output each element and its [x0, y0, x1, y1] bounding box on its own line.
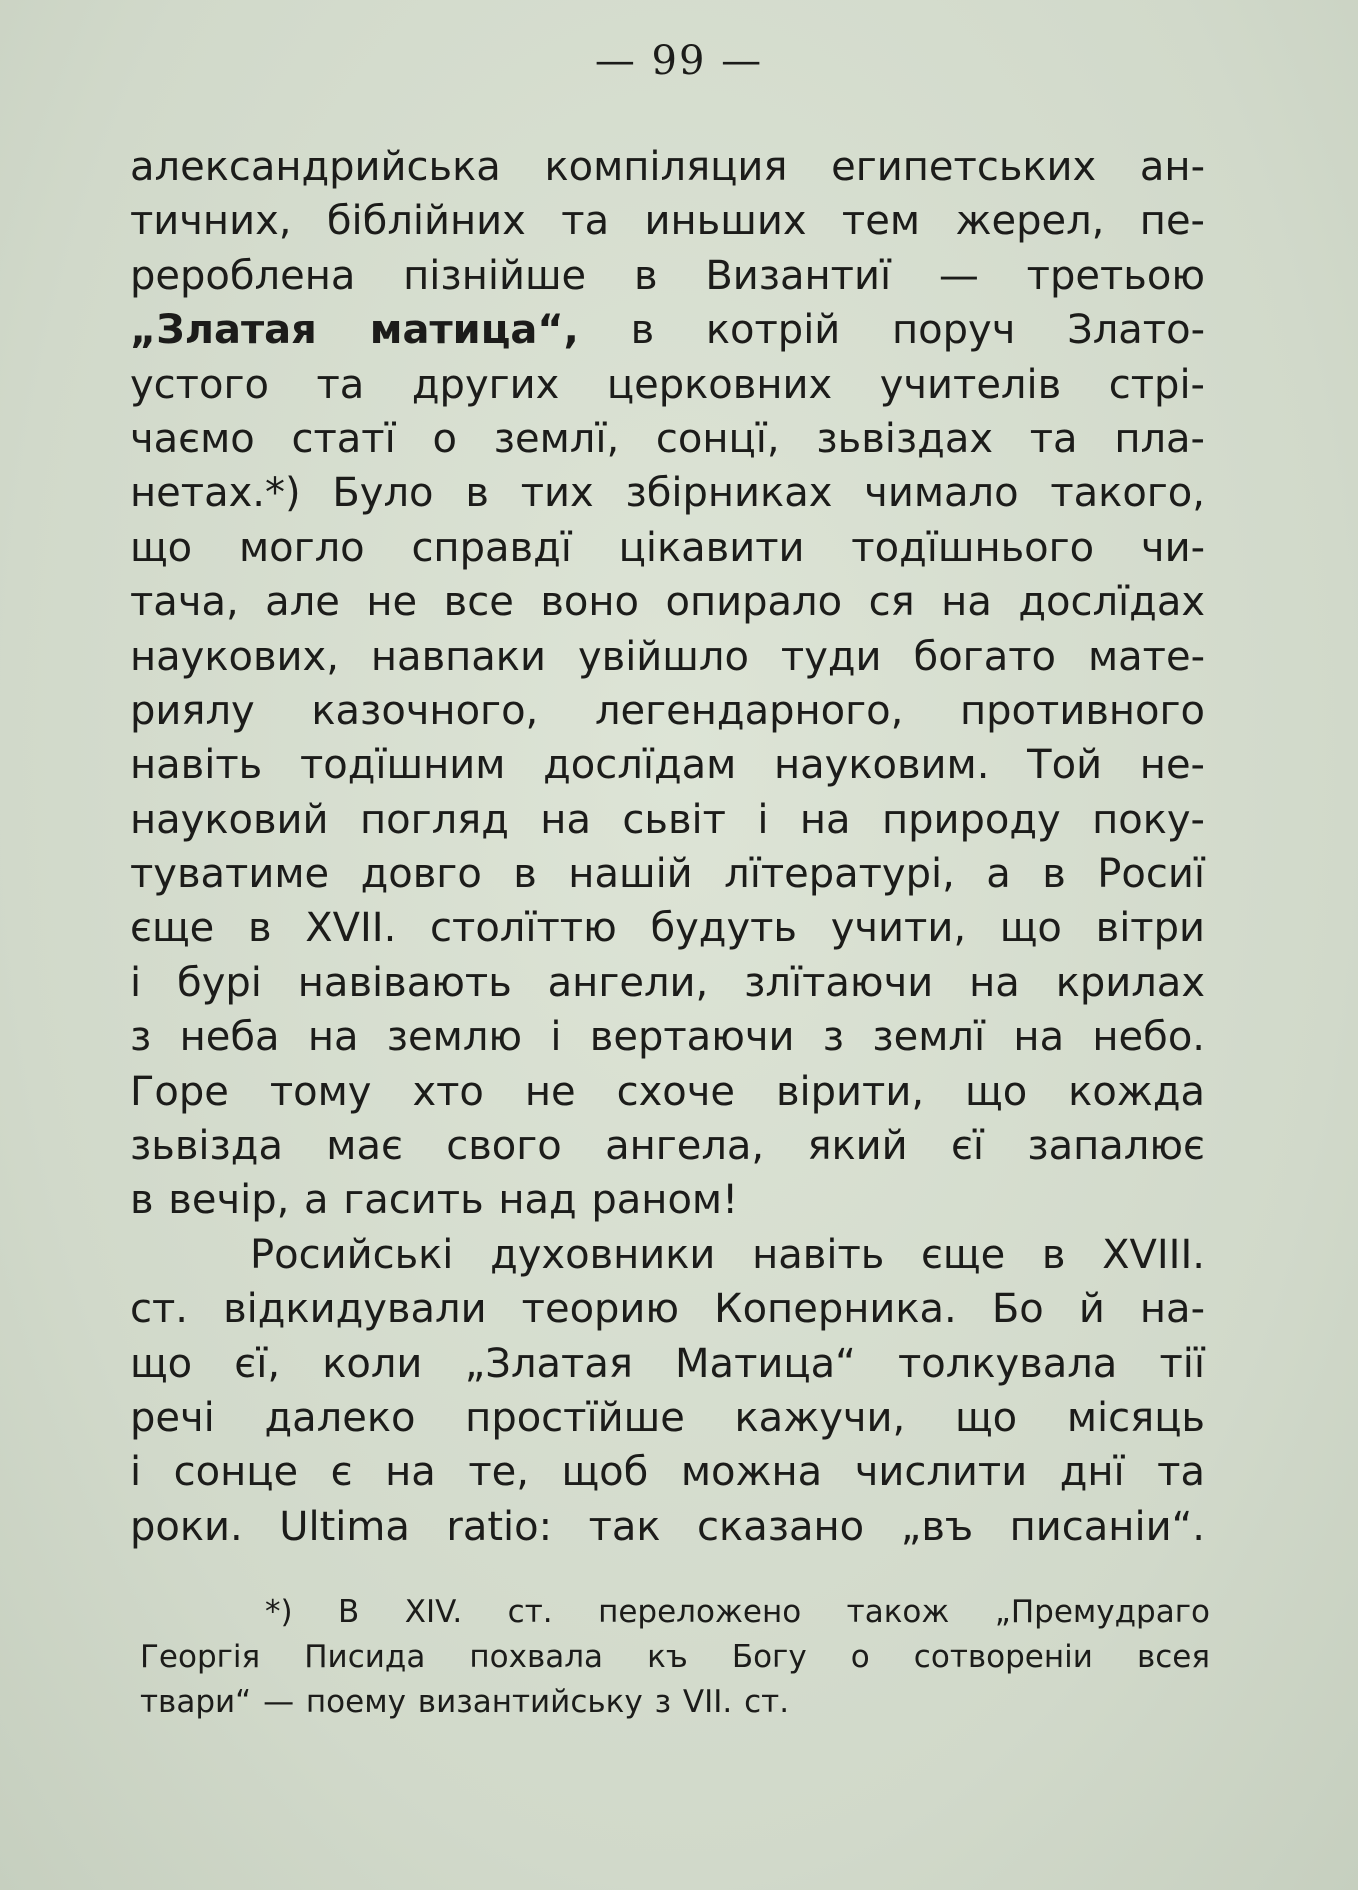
text-line: і бурі навівають ангели, злїтаючи на крилах — [130, 959, 1205, 1006]
text-line: Горе тому хто не схоче вірити, що кожда — [130, 1068, 1205, 1115]
footnote-line: Георгія Писида похвала къ Богу о сотвореніи всея — [140, 1639, 1210, 1675]
text-line: зьвізда має свого ангела, який єї запалює — [130, 1123, 1205, 1170]
text-line: що могло справдї цікавити тодїшнього чи- — [130, 524, 1205, 571]
text-line: єще в XVII. столїттю будуть учити, що вітри — [130, 905, 1205, 952]
text-line: ст. відкидували теорию Коперника. Бо й на- — [130, 1286, 1205, 1333]
text-line: навіть тодїшним дослїдам науковим. Той не- — [130, 742, 1205, 789]
text-line: науковий погляд на сьвіт і на природу поку- — [130, 796, 1205, 843]
footnote — [140, 1590, 1210, 1725]
text-line: александрийська компіляция египетських ан- — [130, 144, 1205, 190]
main-text — [130, 140, 1205, 1554]
text-line: і сонце є на те, щоб можна числити днї та — [130, 1449, 1205, 1496]
text-line: тача, але не все воно опирало ся на дослїдах — [130, 579, 1205, 626]
paragraph-start: Росийські духовники навіть єще в XVIII. — [250, 1231, 1205, 1278]
text-line: з неба на землю і вертаючи з землї на небо. — [130, 1014, 1205, 1061]
text-line: що єї, коли „Златая Матица“ толкувала тії — [130, 1340, 1205, 1387]
text-line: нетах.*) Було в тих збірниках чимало такого, — [130, 470, 1205, 517]
text-line: рероблена пізнійше в Византиї — третьою — [130, 252, 1205, 299]
text-line: тичних, біблійних та иньших тем жерел, пе- — [130, 198, 1205, 245]
text-line: наукових, навпаки увійшло туди богато мате- — [130, 633, 1205, 680]
text-line — [130, 303, 1205, 357]
text-line: речі далеко простїйше кажучи, що місяць — [130, 1394, 1205, 1441]
footnote-line: *) В XIV. ст. переложено також „Премудраго — [265, 1594, 1210, 1630]
text-line: риялу казочного, легендарного, противного — [130, 687, 1205, 734]
text-line: роки. Ultima ratio: так сказано „въ писаніи“. — [130, 1503, 1205, 1550]
text-line-rest: в котрій поруч Злато- — [630, 307, 1206, 354]
text-line: туватиме довго в нашій лїтературі, а в Росиї — [130, 851, 1205, 898]
text-line: устого та других церковних учителів стрі- — [130, 361, 1205, 408]
page-number: — 99 — — [594, 38, 764, 84]
footnote-line: твари“ — поему византийську з VII. ст. — [140, 1684, 790, 1720]
bold-title: „Златая матица“, — [130, 307, 579, 354]
text-line: в вечір, а гасить над раном! — [130, 1177, 739, 1224]
text-line: чаємо статї о землї, сонцї, зьвіздах та пла- — [130, 415, 1205, 462]
